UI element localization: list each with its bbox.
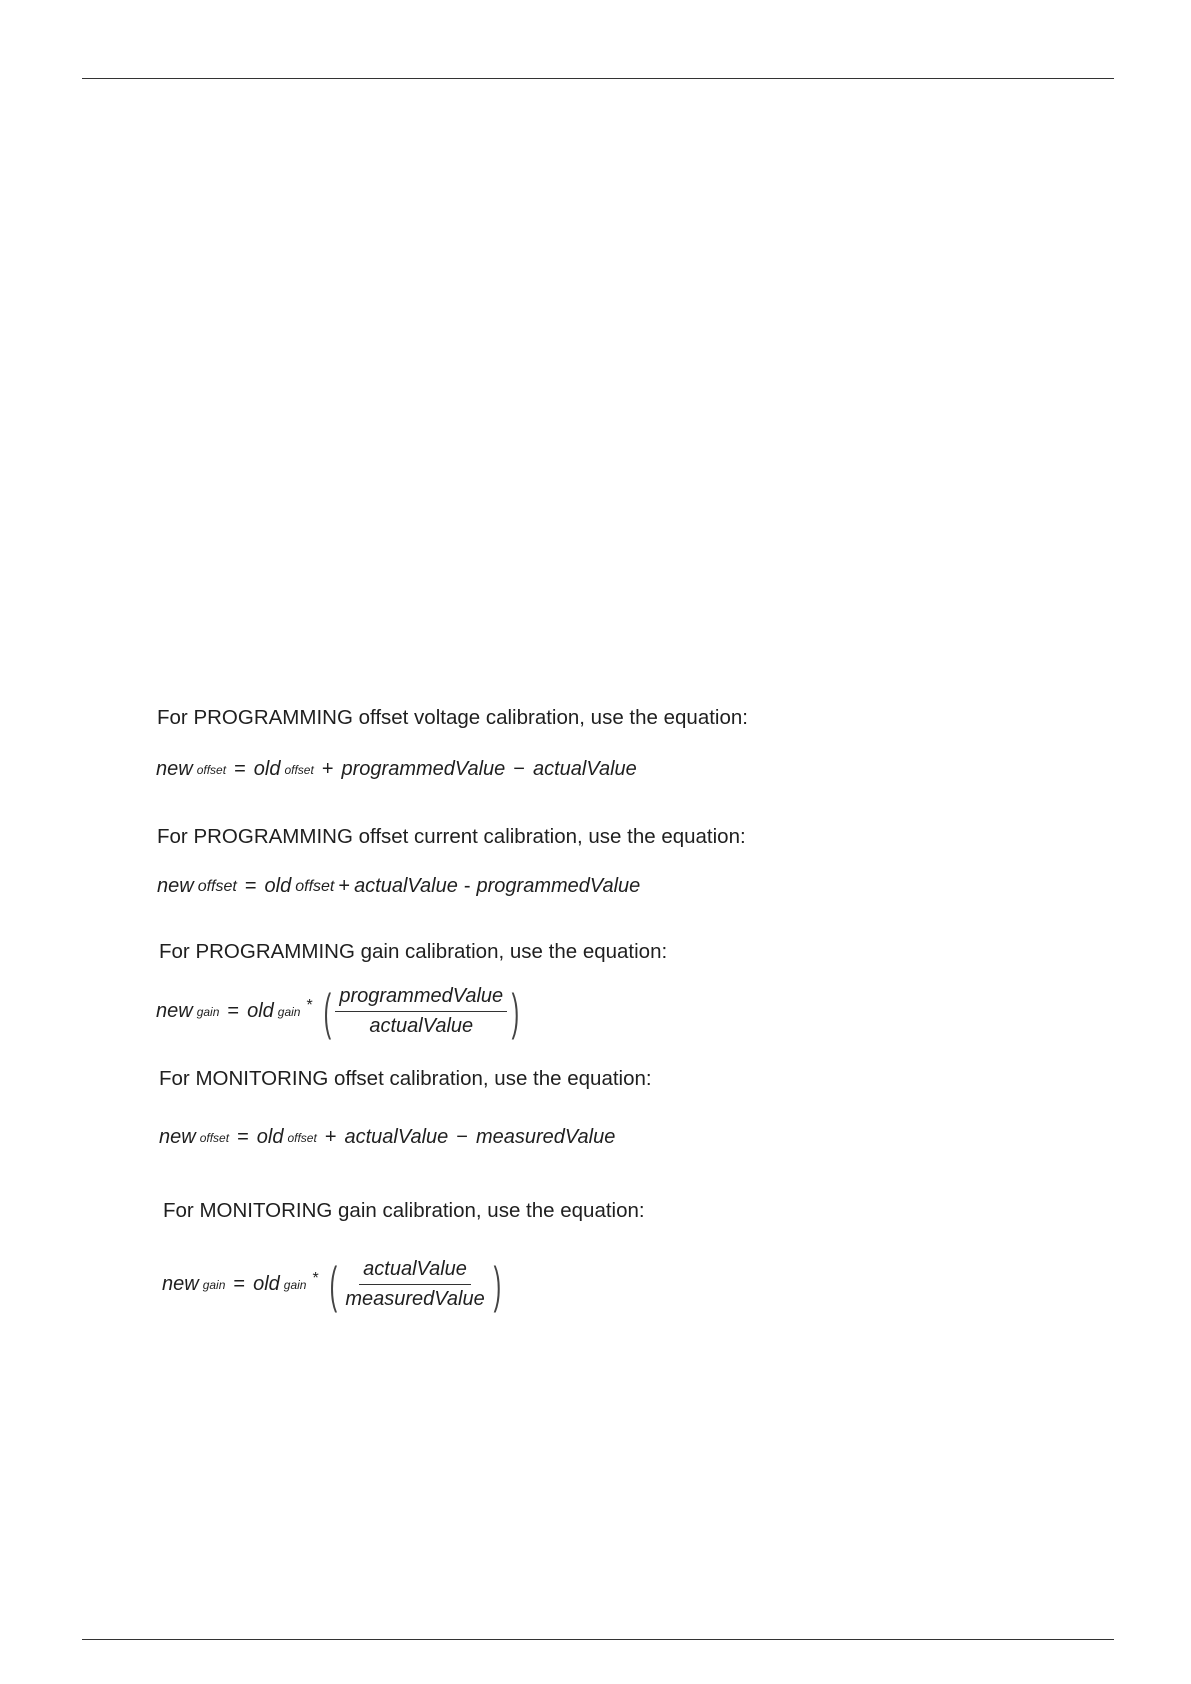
eq-equals: = — [227, 1000, 240, 1022]
heading-monitoring-gain: For MONITORING gain calibration, use the equation: — [163, 1199, 645, 1222]
eq-lhs: new — [162, 1273, 199, 1295]
equation-programming-gain — [156, 985, 524, 1038]
eq-term2: measuredValue — [475, 1126, 616, 1148]
eq-equals: = — [233, 1273, 246, 1295]
eq-denominator: actualValue — [369, 1015, 474, 1037]
eq-op1: + — [338, 875, 351, 897]
heading-monitoring-offset: For MONITORING offset calibration, use the equation: — [159, 1067, 652, 1090]
eq-lhs: new — [157, 875, 194, 897]
eq-term2: programmedValue — [476, 875, 641, 897]
eq-lhs: new — [159, 1126, 196, 1148]
eq-equals: = — [244, 875, 257, 897]
eq-term1: actualValue — [354, 875, 458, 897]
eq-fraction — [319, 985, 524, 1038]
eq-rhs1: old — [256, 1126, 284, 1148]
left-paren: ( — [323, 983, 331, 1040]
eq-lhs-sub: offset — [199, 1130, 230, 1145]
eq-lhs-sub: offset — [196, 762, 227, 777]
footer-rule — [82, 1639, 1114, 1640]
eq-rhs1-sub: offset — [287, 1130, 317, 1145]
equation-programming-offset-voltage — [156, 758, 637, 781]
eq-op2: − — [456, 1126, 468, 1148]
equation-programming-offset-current — [157, 875, 640, 898]
eq-rhs1: old — [253, 1273, 280, 1295]
right-paren: ) — [493, 1256, 501, 1313]
eq-numerator: actualValue — [359, 1258, 471, 1285]
heading-programming-offset-current: For PROGRAMMING offset current calibration, use the equation: — [157, 825, 746, 848]
eq-rhs1-sub: gain — [283, 1277, 307, 1292]
eq-rhs1: old — [264, 875, 292, 897]
eq-op2: - — [463, 875, 471, 897]
eq-lhs-sub: gain — [196, 1004, 220, 1019]
eq-numerator: programmedValue — [335, 985, 507, 1012]
eq-lhs: new — [156, 758, 193, 780]
eq-rhs1-sub: offset — [295, 877, 335, 895]
eq-rhs1-sub: offset — [284, 762, 314, 777]
eq-rhs1: old — [247, 1000, 274, 1022]
left-paren: ( — [329, 1256, 337, 1313]
equation-monitoring-gain — [162, 1258, 505, 1311]
eq-op1: + — [324, 1126, 337, 1148]
eq-lhs-sub: offset — [197, 877, 237, 895]
eq-multiply: * — [312, 1269, 319, 1287]
eq-fraction — [325, 1258, 506, 1311]
equation-monitoring-offset — [159, 1126, 615, 1149]
eq-term2: actualValue — [532, 758, 637, 780]
header-rule — [82, 78, 1114, 79]
eq-lhs: new — [156, 1000, 193, 1022]
heading-programming-gain: For PROGRAMMING gain calibration, use the equation: — [159, 940, 668, 963]
right-paren: ) — [511, 983, 520, 1040]
eq-term1: programmedValue — [341, 758, 506, 780]
eq-lhs-sub: gain — [202, 1277, 226, 1292]
eq-rhs1: old — [253, 758, 281, 780]
heading-programming-offset-voltage: For PROGRAMMING offset voltage calibration, use the equation: — [157, 706, 748, 729]
eq-equals: = — [237, 1126, 249, 1148]
eq-op2: − — [513, 758, 525, 780]
eq-equals: = — [234, 758, 246, 780]
eq-op1: + — [321, 758, 334, 780]
eq-rhs1-sub: gain — [277, 1004, 301, 1019]
eq-term1: actualValue — [344, 1126, 449, 1148]
eq-denominator: measuredValue — [345, 1288, 485, 1310]
eq-multiply: * — [306, 996, 313, 1014]
